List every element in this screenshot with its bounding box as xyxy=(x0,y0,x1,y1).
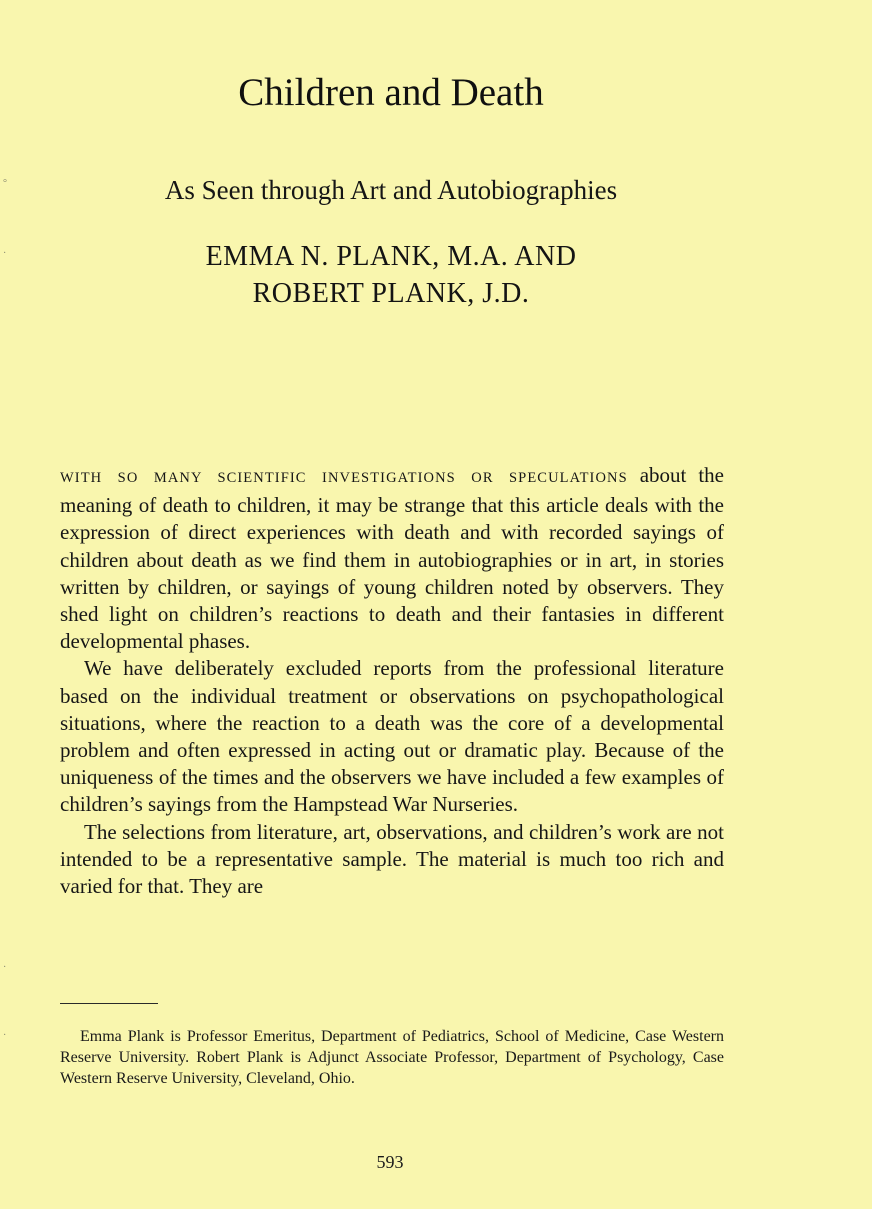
body-paragraph-2: We have deliberately excluded reports from the professional literature based on the individual treatment or observations on psychopathological situations, where the reaction to a death was the core of a developmental problem and often expressed in acting out or dramatic play. Because of the uniqueness of the times and the observers we have included a few examples of children’s sayings from the Hampstead War Nurseries. xyxy=(60,656,724,817)
scan-artifact-mark: ° xyxy=(3,178,7,189)
article-subtitle: As Seen through Art and Autobiographies xyxy=(164,175,618,205)
author-line-2: ROBERT PLANK, J.D. xyxy=(252,278,530,309)
author-line-1: EMMA N. PLANK, M.A. AND xyxy=(205,241,577,272)
body-paragraph-3: The selections from literature, art, observations, and children’s work are not intended to be a representative sample. The material is much too rich and varied for that. They are xyxy=(60,819,724,899)
page-number: 593 xyxy=(376,1152,404,1172)
footnote-divider xyxy=(60,1003,158,1004)
scan-artifact-mark: · xyxy=(3,1030,7,1041)
article-body xyxy=(60,462,724,900)
scan-artifact-mark: · xyxy=(3,962,7,973)
lead-in-small-caps: WITH SO MANY SCIENTIFIC INVESTIGATIONS OR SPECULATIONS xyxy=(60,470,628,486)
article-title: Children and Death xyxy=(238,71,544,114)
body-paragraph-1-text: about the meaning of death to children, it may be strange that this article deals with the expression of direct experiences with death and with recorded sayings of children about death as we find them in autobiographies or in art, in stories written by children, or sayings of young children noted by observers. They shed light on children’s reactions to death and their fantasies in different developmental phases. xyxy=(60,463,724,654)
author-footnote: Emma Plank is Professor Emeritus, Department of Pediatrics, School of Medicine, Case Western Reserve University. Robert Plank is Adjunct Associate Professor, Department of Psychology, Case Western Reserve University, Cleveland, Ohio. xyxy=(60,1028,724,1087)
author-block xyxy=(0,238,782,312)
scan-artifact-mark: · xyxy=(3,248,7,259)
body-paragraph-1 xyxy=(60,462,724,655)
